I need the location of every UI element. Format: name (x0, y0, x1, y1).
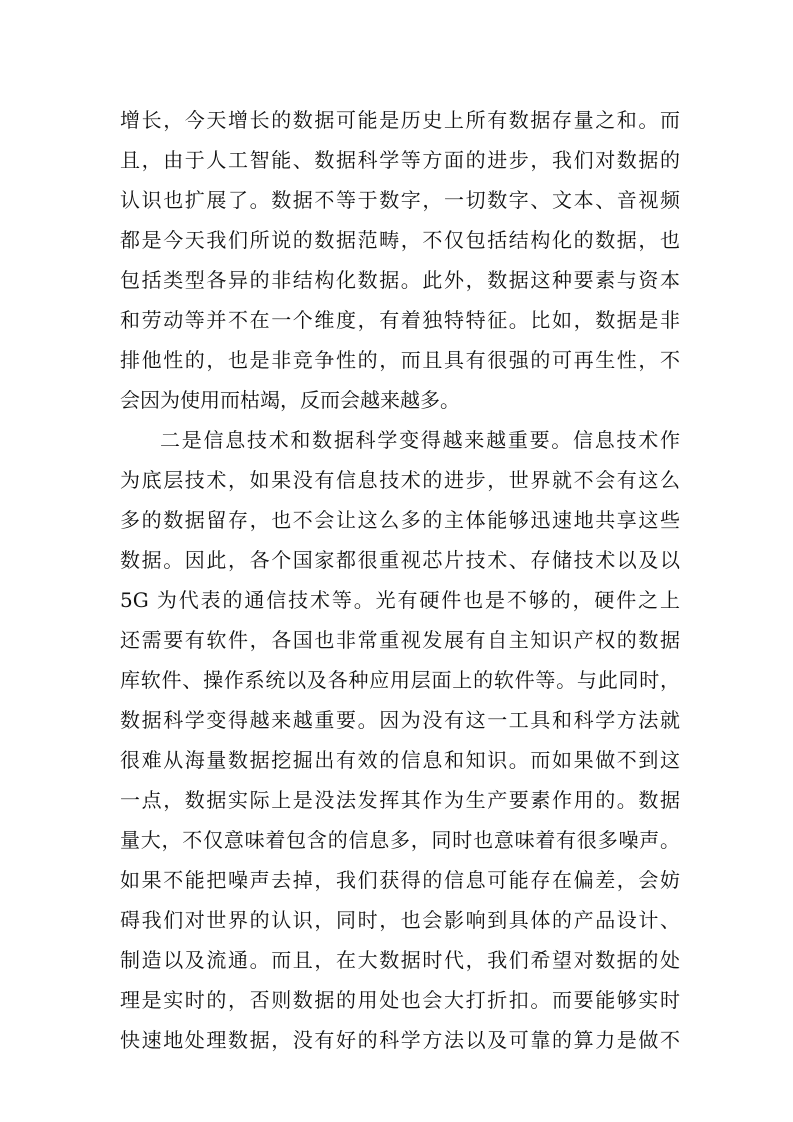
text-line: 增长，今天增长的数据可能是历史上所有数据存量之和。而 (120, 108, 680, 132)
text-line: 为底层技术，如果没有信息技术的进步，世界就不会有这么 (120, 468, 680, 492)
text-line: 二是信息技术和数据科学变得越来越重要。信息技术作 (160, 428, 680, 452)
body-text (120, 100, 680, 1060)
text-line: 5G 为代表的通信技术等。光有硬件也是不够的，硬件之上 (120, 588, 680, 612)
text-line: 理是实时的，否则数据的用处也会大打折扣。而要能够实时 (120, 988, 680, 1012)
text-line: 且，由于人工智能、数据科学等方面的进步，我们对数据的 (120, 148, 680, 172)
text-line: 包括类型各异的非结构化数据。此外，数据这种要素与资本 (120, 268, 680, 292)
text-line: 多的数据留存，也不会让这么多的主体能够迅速地共享这些 (120, 508, 680, 532)
text-line: 量大，不仅意味着包含的信息多，同时也意味着有很多噪声。 (120, 828, 680, 852)
text-line: 认识也扩展了。数据不等于数字，一切数字、文本、音视频 (120, 188, 680, 212)
text-line: 都是今天我们所说的数据范畴，不仅包括结构化的数据，也 (120, 228, 680, 252)
text-line: 和劳动等并不在一个维度，有着独特特征。比如，数据是非 (120, 308, 680, 332)
text-line: 排他性的，也是非竞争性的，而且具有很强的可再生性，不 (120, 348, 680, 372)
text-line: 如果不能把噪声去掉，我们获得的信息可能存在偏差，会妨 (120, 868, 680, 892)
text-line: 数据。因此，各个国家都很重视芯片技术、存储技术以及以 (120, 548, 680, 572)
text-line: 数据科学变得越来越重要。因为没有这一工具和科学方法就 (120, 708, 680, 732)
text-line: 快速地处理数据，没有好的科学方法以及可靠的算力是做不 (120, 1028, 680, 1052)
text-line: 很难从海量数据挖掘出有效的信息和知识。而如果做不到这 (120, 748, 680, 772)
text-line: 会因为使用而枯竭，反而会越来越多。 (120, 388, 460, 412)
text-line: 一点，数据实际上是没法发挥其作为生产要素作用的。数据 (120, 788, 680, 812)
text-line: 还需要有软件，各国也非常重视发展有自主知识产权的数据 (120, 628, 680, 652)
text-line: 碍我们对世界的认识，同时，也会影响到具体的产品设计、 (120, 908, 680, 932)
text-line: 制造以及流通。而且，在大数据时代，我们希望对数据的处 (120, 948, 680, 972)
text-line: 库软件、操作系统以及各种应用层面上的软件等。与此同时， (120, 668, 680, 692)
